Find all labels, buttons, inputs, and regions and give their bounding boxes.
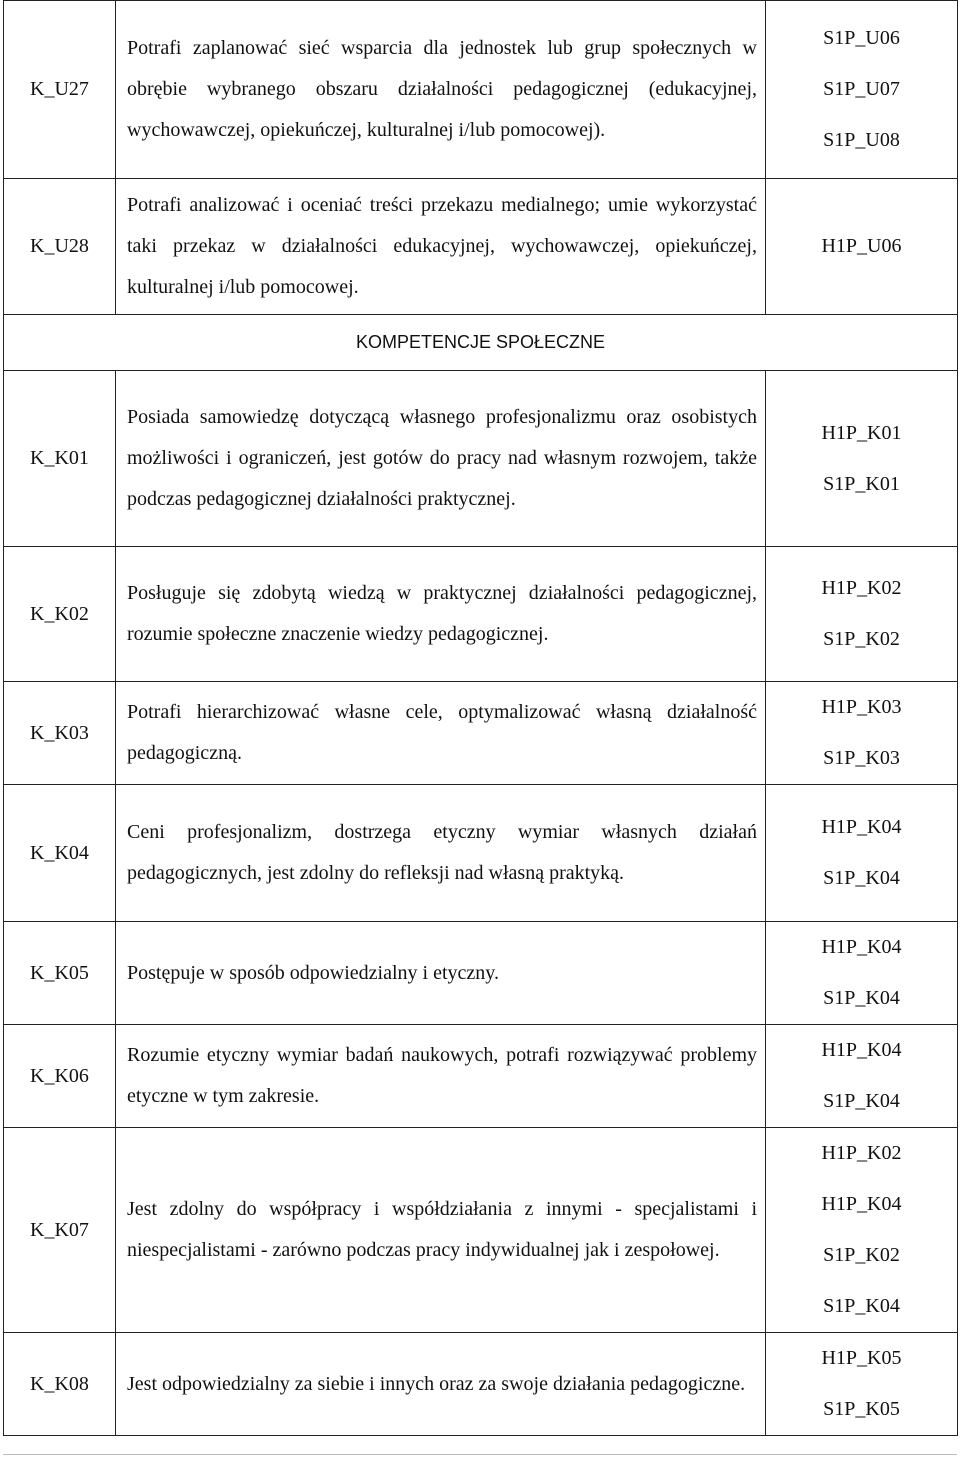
outcome-code: K_K03 xyxy=(4,682,116,785)
table-row xyxy=(4,371,958,547)
outcome-references xyxy=(766,1025,958,1128)
table-row xyxy=(4,682,958,785)
table-row xyxy=(4,1025,958,1128)
reference-code: S1P_K04 xyxy=(823,867,900,889)
reference-code: S1P_K03 xyxy=(823,747,900,769)
outcome-code: K_U28 xyxy=(4,179,116,315)
reference-code: S1P_K02 xyxy=(823,628,900,650)
learning-outcomes-table xyxy=(3,0,958,1436)
outcome-code: K_K08 xyxy=(4,1333,116,1436)
outcome-description: Postępuje w sposób odpowiedzialny i etyczny. xyxy=(116,922,766,1025)
table-row xyxy=(4,547,958,682)
outcome-description: Potrafi analizować i oceniać treści przekazu medialnego; umie wykorzystać taki przekaz w działalności edukacyjnej, wychowawczej, opiekuńczej, kulturalnej i/lub pomocowej. xyxy=(116,179,766,315)
outcome-description: Ceni profesjonalizm, dostrzega etyczny wymiar własnych działań pedagogicznych, jest zdolny do refleksji nad własną praktyką. xyxy=(116,785,766,922)
outcome-description: Jest odpowiedzialny za siebie i innych oraz za swoje działania pedagogiczne. xyxy=(116,1333,766,1436)
outcome-code: K_K04 xyxy=(4,785,116,922)
reference-code: S1P_U07 xyxy=(823,78,900,100)
table-row xyxy=(4,1333,958,1436)
reference-code: H1P_K03 xyxy=(821,696,902,718)
reference-code: H1P_K04 xyxy=(821,1039,902,1061)
outcome-code: K_K05 xyxy=(4,922,116,1025)
outcome-references xyxy=(766,682,958,785)
table-row xyxy=(4,179,958,315)
outcome-references xyxy=(766,1,958,179)
section-header-row xyxy=(4,315,958,371)
table-row xyxy=(4,922,958,1025)
reference-code: S1P_K01 xyxy=(823,472,900,495)
reference-code: S1P_U08 xyxy=(823,129,900,151)
outcome-references xyxy=(766,1333,958,1436)
page-bottom-rule xyxy=(3,1454,957,1455)
reference-code: S1P_K04 xyxy=(823,1090,900,1112)
table-row xyxy=(4,1,958,179)
outcome-description: Posługuje się zdobytą wiedzą w praktycznej działalności pedagogicznej, rozumie społeczne znaczenie wiedzy pedagogicznej. xyxy=(116,547,766,682)
outcome-references xyxy=(766,547,958,682)
reference-code: S1P_K05 xyxy=(823,1398,900,1420)
reference-code: H1P_K01 xyxy=(821,421,902,444)
reference-code: H1P_K02 xyxy=(821,1142,902,1164)
table-row xyxy=(4,1128,958,1333)
outcome-references xyxy=(766,785,958,922)
outcome-code: K_K07 xyxy=(4,1128,116,1333)
reference-code: S1P_K04 xyxy=(823,987,900,1009)
outcome-description: Potrafi hierarchizować własne cele, optymalizować własną działalność pedagogiczną. xyxy=(116,682,766,785)
reference-code: H1P_K04 xyxy=(821,816,902,838)
outcome-references xyxy=(766,922,958,1025)
reference-code: H1P_K04 xyxy=(821,936,902,958)
outcome-code: K_K06 xyxy=(4,1025,116,1128)
outcome-code: K_K01 xyxy=(4,371,116,547)
reference-code: H1P_U06 xyxy=(821,235,902,257)
outcome-references xyxy=(766,179,958,315)
reference-code: H1P_K02 xyxy=(821,577,902,599)
reference-code: S1P_K02 xyxy=(823,1244,900,1266)
outcome-code: K_K02 xyxy=(4,547,116,682)
outcome-references xyxy=(766,1128,958,1333)
outcome-references xyxy=(766,371,958,547)
skills-rows xyxy=(4,1,958,1436)
outcome-description: Posiada samowiedzę dotyczącą własnego profesjonalizmu oraz osobistych możliwości i ograniczeń, jest gotów do pracy nad własnym rozwojem, także podczas pedagogicznej działalności praktycznej. xyxy=(116,371,766,547)
table-row xyxy=(4,785,958,922)
outcome-description: Rozumie etyczny wymiar badań naukowych, potrafi rozwiązywać problemy etyczne w tym zakresie. xyxy=(116,1025,766,1128)
reference-code: S1P_U06 xyxy=(823,27,900,49)
reference-code: H1P_K04 xyxy=(821,1193,902,1215)
section-title: KOMPETENCJE SPOŁECZNE xyxy=(4,315,958,371)
reference-code: H1P_K05 xyxy=(821,1347,902,1369)
outcome-code: K_U27 xyxy=(4,1,116,179)
outcome-description: Potrafi zaplanować sieć wsparcia dla jednostek lub grup społecznych w obrębie wybranego obszaru działalności pedagogicznej (edukacyjnej, wychowawczej, opiekuńczej, kulturalnej i/lub pomocowej). xyxy=(116,1,766,179)
outcome-description: Jest zdolny do współpracy i współdziałania z innymi - specjalistami i niespecjalistami - zarówno podczas pracy indywidualnej jak i zespołowej. xyxy=(116,1128,766,1333)
reference-code: S1P_K04 xyxy=(823,1295,900,1317)
